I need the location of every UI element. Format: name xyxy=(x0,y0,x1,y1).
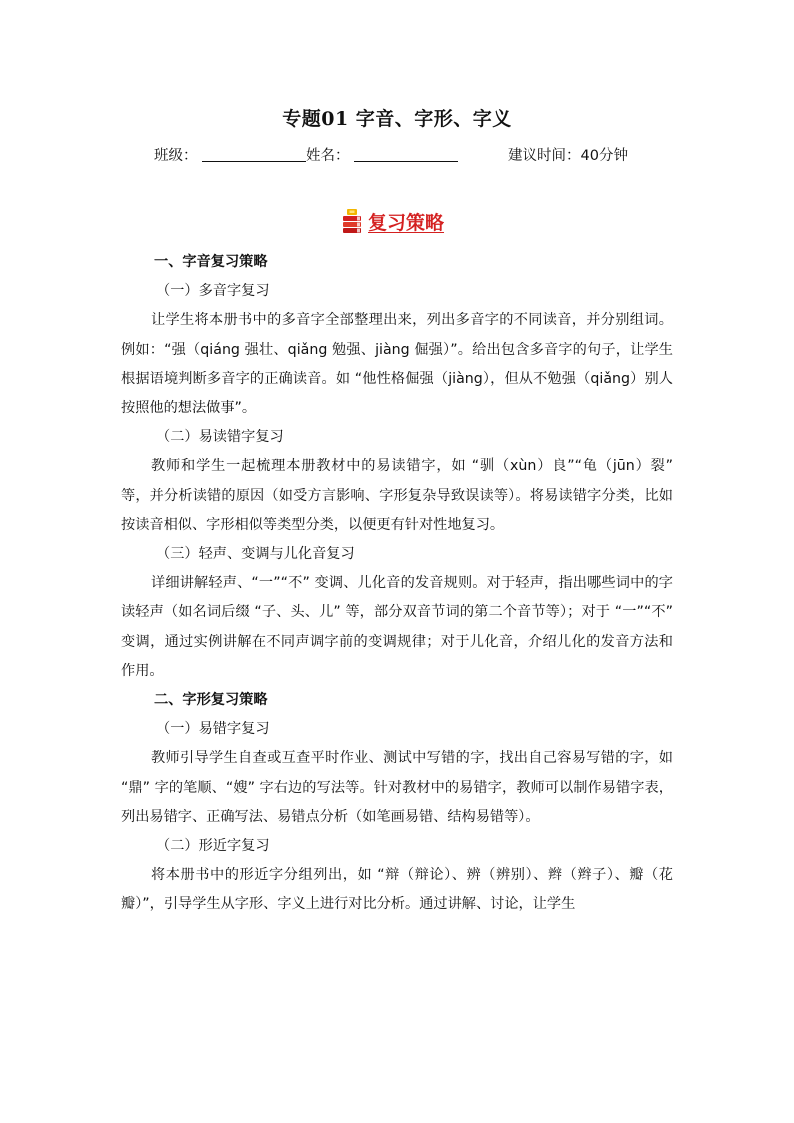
class-label: 班级： xyxy=(154,148,198,164)
student-info-line xyxy=(154,145,714,167)
section-heading-glyph: 二、字形复习策略 xyxy=(154,692,268,709)
review-strategy-label: 复习策略 xyxy=(368,211,445,234)
name-blank[interactable] xyxy=(354,161,458,162)
paragraph-polyphonic: 让学生将本册书中的多音字全部整理出来，列出多音字的不同读音，并分别组词。例如：“强（qiáng 强壮、qiǎng 勉强、jiàng 倔强）”。给出包含多音字的句子，让学生根据语境判断多音字的正确读音。如 “他性格倔强（jiàng），但从不勉强（qiǎng）别人按照他的想法做事”。 xyxy=(121,312,673,417)
class-blank[interactable] xyxy=(202,161,306,162)
subheading-misread: （二）易读错字复习 xyxy=(156,429,284,446)
name-label: 姓名： xyxy=(306,148,350,164)
paragraph-tone: 详细讲解轻声、“一”“不” 变调、儿化音的发音规则。对于轻声，指出哪些词中的字读轻声（如名词后缀 “子、头、儿” 等，部分双音节词的第二个音节等）；对于 “一”“不” 变调，通过实例讲解在不同声调字前的变调规律；对于儿化音，介绍儿化的发音方法和作用。 xyxy=(121,575,673,679)
suggested-time: 建议时间：40分钟 xyxy=(508,148,628,164)
page-title: 专题01 字音、字形、字义 xyxy=(282,108,512,130)
subheading-polyphonic: （一）多音字复习 xyxy=(156,283,270,300)
review-strategy-heading xyxy=(340,206,444,236)
subheading-tone: （三）轻声、变调与儿化音复习 xyxy=(156,546,355,563)
subheading-similar-chars: （二）形近字复习 xyxy=(156,838,270,855)
section-heading-pronunciation: 一、字音复习策略 xyxy=(154,254,268,270)
paragraph-error-prone: 教师引导学生自查或互查平时作业、测试中写错的字，找出自己容易写错的字，如 “鼎” 字的笔顺、“嫂” 字右边的写法等。针对教材中的易错字，教师可以制作易错字表，列出易错字、正确写法、易错点分析（如笔画易错、结构易错等）。 xyxy=(121,750,673,825)
paragraph-misread: 教师和学生一起梳理本册教材中的易读错字，如 “驯（xùn）良”“龟（jūn）裂” 等，并分析读错的原因（如受方言影响、字形复杂导致误读等）。将易读错字分类，比如按读音相似、字形相似等类型分类，以便更有针对性地复习。 xyxy=(121,458,673,533)
paragraph-similar-chars: 将本册书中的形近字分组列出，如 “辩（辩论）、辨（辨别）、辫（辫子）、瓣（花瓣）”，引导学生从字形、字义上进行对比分析。通过讲解、讨论，让学生 xyxy=(121,867,673,913)
book-stack-icon xyxy=(340,208,364,234)
document-body xyxy=(121,248,673,920)
subheading-error-prone: （一）易错字复习 xyxy=(156,721,270,738)
